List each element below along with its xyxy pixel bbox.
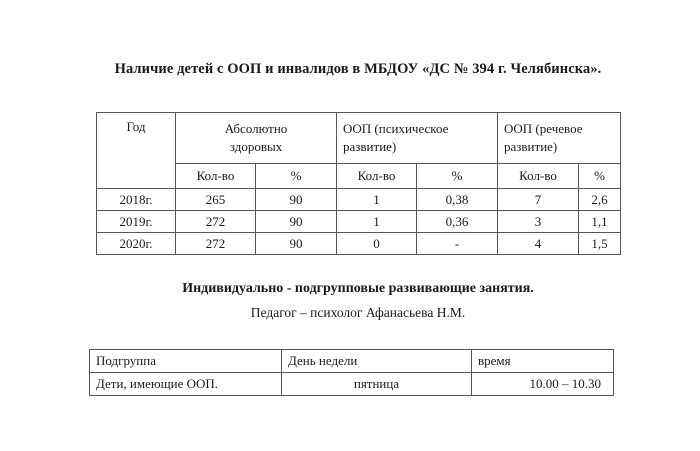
header-group-mental [337, 113, 498, 164]
header-group-mental-line2: развитие) [343, 139, 397, 154]
subheader-mental-count: Кол-во [337, 164, 417, 189]
cell-speech-count: 7 [498, 189, 579, 211]
header-group-mental-line1: ООП (психическое [343, 121, 449, 137]
header-subgroup: Подгруппа [90, 350, 282, 373]
header-group-speech-line2: развитие) [504, 139, 558, 154]
cell-mental-percent: - [417, 233, 498, 255]
cell-healthy-count: 272 [176, 233, 256, 255]
document-title: Наличие детей с ООП и инвалидов в МБДОУ «ДС № 394 г. Челябинска». [114, 61, 602, 77]
header-group-healthy-line2: здоровых [229, 139, 283, 154]
cell-healthy-count: 272 [176, 211, 256, 233]
cell-mental-count: 0 [337, 233, 417, 255]
header-group-speech [498, 113, 621, 164]
cell-weekday: пятница [282, 373, 472, 396]
table-row [97, 189, 621, 211]
header-group-healthy [176, 113, 337, 164]
cell-speech-count: 3 [498, 211, 579, 233]
header-group-healthy-line1: Абсолютно [224, 121, 288, 137]
section-title: Индивидуально - подгрупповые развивающие занятия. [182, 281, 534, 296]
cell-year: 2019г. [97, 211, 176, 233]
cell-mental-percent: 0,36 [417, 211, 498, 233]
header-time: время [472, 350, 614, 373]
section-subtitle-specialist: Педагог – психолог Афанасьева Н.М. [250, 305, 466, 320]
subheader-speech-count: Кол-во [498, 164, 579, 189]
cell-year: 2018г. [97, 189, 176, 211]
schedule-table-body [90, 373, 614, 396]
schedule-table [89, 349, 614, 396]
cell-time: 10.00 – 10.30 [472, 373, 614, 396]
subheader-healthy-percent: % [256, 164, 337, 189]
cell-mental-percent: 0,38 [417, 189, 498, 211]
cell-healthy-percent: 90 [256, 189, 337, 211]
schedule-header-row [90, 350, 614, 373]
table-row [97, 211, 621, 233]
cell-mental-count: 1 [337, 189, 417, 211]
subheader-healthy-count: Кол-во [176, 164, 256, 189]
subheader-mental-percent: % [417, 164, 498, 189]
cell-speech-percent: 1,1 [579, 211, 621, 233]
cell-speech-percent: 1,5 [579, 233, 621, 255]
header-row-groups [97, 113, 621, 164]
table-row [90, 373, 614, 396]
cell-healthy-percent: 90 [256, 233, 337, 255]
cell-speech-percent: 2,6 [579, 189, 621, 211]
subheader-speech-percent: % [579, 164, 621, 189]
cell-healthy-count: 265 [176, 189, 256, 211]
header-year: Год [97, 113, 176, 189]
cell-mental-count: 1 [337, 211, 417, 233]
header-row-subheaders [97, 164, 621, 189]
table-row [97, 233, 621, 255]
statistics-table-head [97, 113, 621, 189]
cell-healthy-percent: 90 [256, 211, 337, 233]
cell-subgroup: Дети, имеющие ООП. [90, 373, 282, 396]
schedule-table-head [90, 350, 614, 373]
cell-speech-count: 4 [498, 233, 579, 255]
header-group-speech-line1: ООП (речевое [504, 121, 583, 137]
header-weekday: День недели [282, 350, 472, 373]
statistics-table [96, 112, 621, 255]
cell-year: 2020г. [97, 233, 176, 255]
statistics-table-body [97, 189, 621, 255]
